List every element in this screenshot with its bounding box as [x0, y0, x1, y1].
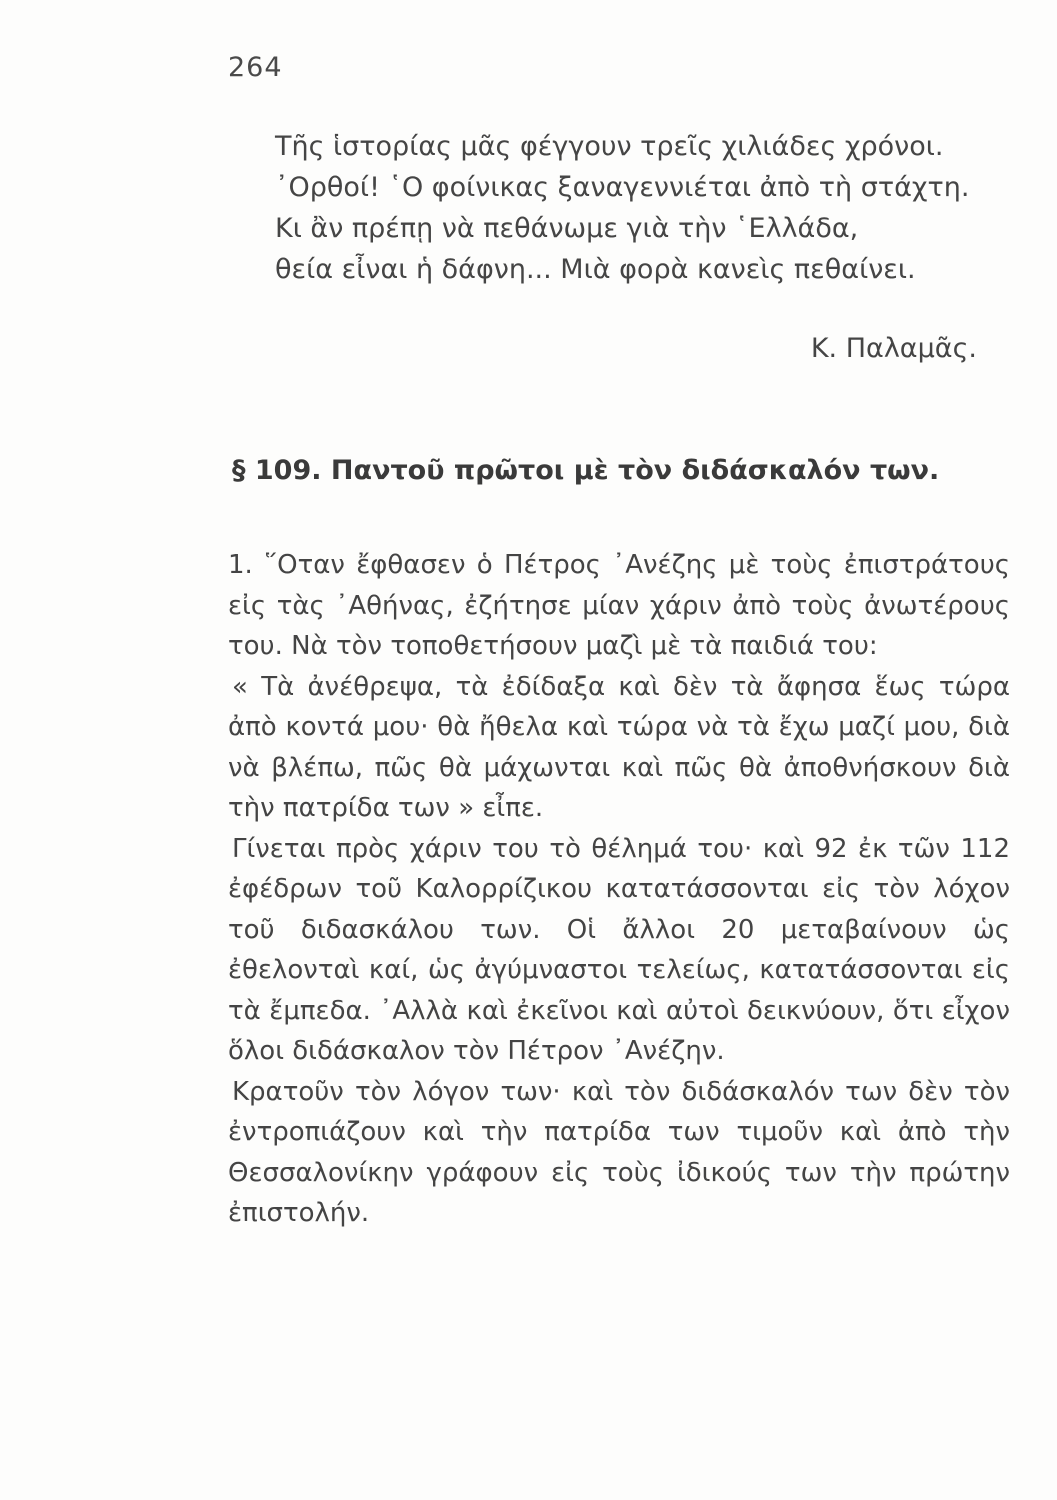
poem-line: θεία εἶναι ἡ δάφνη... Μιὰ φορὰ κανεὶς πεθαίνει. — [275, 254, 916, 285]
page-number: 264 — [228, 52, 283, 83]
poem-signature: Κ. Παλαμᾶς. — [810, 333, 977, 364]
section-body — [228, 545, 1010, 1234]
poem-line: Κι ἂν πρέπῃ νὰ πεθάνωμε γιὰ τὴν ῾Ελλάδα, — [275, 213, 859, 244]
paragraph: Κρατοῦν τὸν λόγον των· καὶ τὸν διδάσκαλόν των δὲν τὸν ἐντροπιάζουν καὶ τὴν πατρίδα των τιμοῦν καὶ ἀπὸ τὴν Θεσσαλονίκην γράφουν εἰς τοὺς ἰδικούς των τὴν πρώτην ἐπιστολήν. — [228, 1076, 1010, 1228]
paragraph: « Τὰ ἀνέθρεψα, τὰ ἐδίδαξα καὶ δὲν τὰ ἄφησα ἕως τώρα ἀπὸ κοντά μου· θὰ ἤθελα καὶ τώρα νὰ τὰ ἔχω μαζί μου, διὰ νὰ βλέπω, πῶς θὰ μάχωνται καὶ πῶς θὰ ἀποθνήσκουν διὰ τὴν πατρίδα των » εἶπε. — [228, 671, 1010, 823]
paragraph: 1. ῞Οταν ἔφθασεν ὁ Πέτρος ᾿Ανέζης μὲ τοὺς ἐπιστράτους εἰς τὰς ᾿Αθήνας, ἐζήτησε μίαν χάριν ἀπὸ τοὺς ἀνωτέρους του. Νὰ τὸν τοποθετήσουν μαζὶ μὲ τὰ παιδιά του: — [228, 550, 1010, 661]
poem-line: Τῆς ἱστορίας μᾶς φέγγουν τρεῖς χιλιάδες χρόνοι. — [275, 131, 944, 162]
paragraph: Γίνεται πρὸς χάριν του τὸ θέλημά του· καὶ 92 ἐκ τῶν 112 ἐφέδρων τοῦ Καλορρίζικου κατατάσσονται εἰς τὸν λόχον τοῦ διδασκάλου των. Οἱ ἄλλοι 20 μεταβαίνουν ὡς ἐθελονταὶ καί, ὡς ἀγύμναστοι τελείως, κατατάσσονται εἰς τὰ ἔμπεδα. ᾿Αλλὰ καὶ ἐκεῖνοι καὶ αὐτοὶ δεικνύουν, ὅτι εἶχον ὅλοι διδάσκαλον τὸν Πέτρον ᾿Ανέζην. — [228, 833, 1010, 1066]
poem-line: ᾿Ορθοί! ῾Ο φοίνικας ξαναγεννιέται ἀπὸ τὴ στάχτη. — [275, 172, 970, 203]
poem-epigraph — [275, 126, 1015, 290]
section-heading: § 109. Παντοῦ πρῶτοι μὲ τὸν διδάσκαλόν των. — [232, 455, 940, 486]
